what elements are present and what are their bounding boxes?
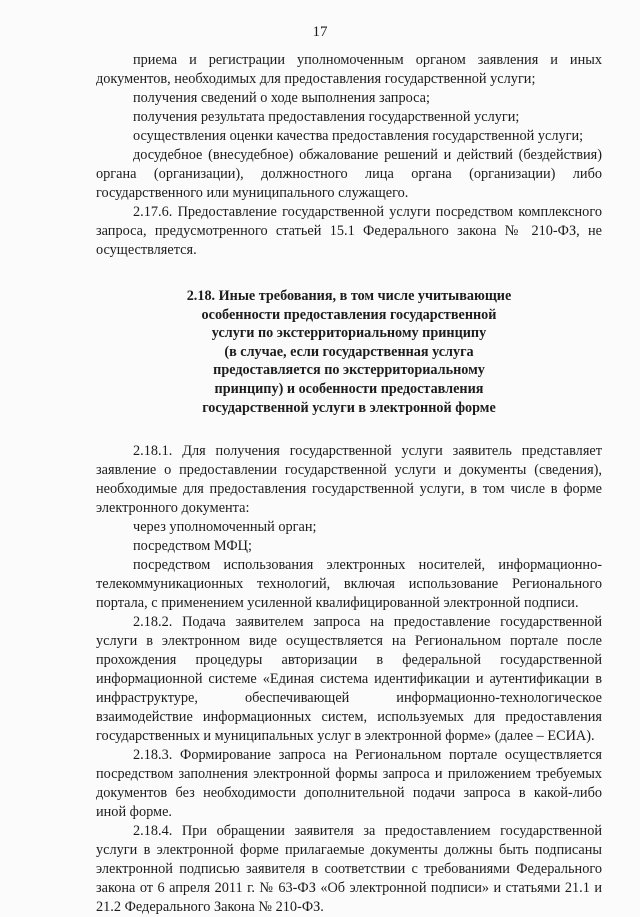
paragraph: посредством использования электронных носителей, информационно-телекоммуникационных технологий, включая использование Регионального портала, с применением усиленной квалифицированной электронной подписи. xyxy=(96,557,602,612)
heading-line: предоставляется по экстерриториальному xyxy=(213,362,485,379)
paragraph: 2.17.6. Предоставление государственной услуги посредством комплексного запроса, предусмотренного статьей 15.1 Федерального закона № 210-ФЗ, не осуществляется. xyxy=(96,204,602,258)
paragraph: осуществления оценки качества предоставления государственной услуги; xyxy=(133,128,584,144)
page-number: 17 xyxy=(312,24,328,40)
paragraph: через уполномоченный орган; xyxy=(133,519,317,536)
paragraph: приема и регистрации уполномоченным органом заявления и иных документов, необходимых для предоставления государственной услуги; xyxy=(96,52,602,87)
section-heading xyxy=(96,287,602,417)
heading-line: принципу) и особенности предоставления xyxy=(214,380,484,397)
heading-line: 2.18. Иные требования, в том числе учитывающие xyxy=(186,288,512,304)
paragraph: получения результата предоставления государственной услуги; xyxy=(133,109,520,125)
paragraph: посредством МФЦ; xyxy=(133,538,252,555)
heading-line: особенности предоставления государственной xyxy=(201,306,497,323)
heading-line: услуги по экстерриториальному принципу xyxy=(211,325,487,342)
page-content xyxy=(96,51,602,917)
paragraph: 2.18.1. Для получения государственной услуги заявитель представляет заявление о предоставлении государственной услуги и документы (сведения), необходимые для предоставления государственной услуги, в том числе в форме электронного документа: xyxy=(96,443,602,517)
heading-line: (в случае, если государственная услуга xyxy=(224,343,474,360)
paragraph: 2.18.2. Подача заявителем запроса на предоставление государственной услуги в электронном виде осуществляется на Региональном портале после прохождения процедуры авторизации в федеральной государственной информационной системе «Единая система идентификации и аутентификации в инфраструктуре, обеспечивающей информационно-технологическое взаимодействие информационных систем, используемых для предоставления государственных и муниципальных услуг в электронной форме» (далее – ЕСИА). xyxy=(96,614,602,745)
heading-line: государственной услуги в электронной форме xyxy=(202,399,496,416)
paragraph: досудебное (внесудебное) обжалование решений и действий (бездействия) органа (организации), должностного лица органа (организации) либо государственного или муниципального служащего. xyxy=(96,147,602,201)
paragraph: 2.18.4. При обращении заявителя за предоставлением государственной услуги в электронной форме прилагаемые документы должны быть подписаны электронной подписью заявителя в соответствии с требованиями Федерального закона от 6 апреля 2011 г. № 63-ФЗ «Об электронной подписи» и статьями 21.1 и 21.2 Федерального Закона № 210-ФЗ. xyxy=(96,823,602,916)
paragraph: 2.18.3. Формирование запроса на Региональном портале осуществляется посредством заполнения электронной формы запроса и приложением требуемых документов без необходимости дополнительной подачи запроса в какой-либо иной форме. xyxy=(96,747,602,821)
paragraph: получения сведений о ходе выполнения запроса; xyxy=(133,90,430,106)
